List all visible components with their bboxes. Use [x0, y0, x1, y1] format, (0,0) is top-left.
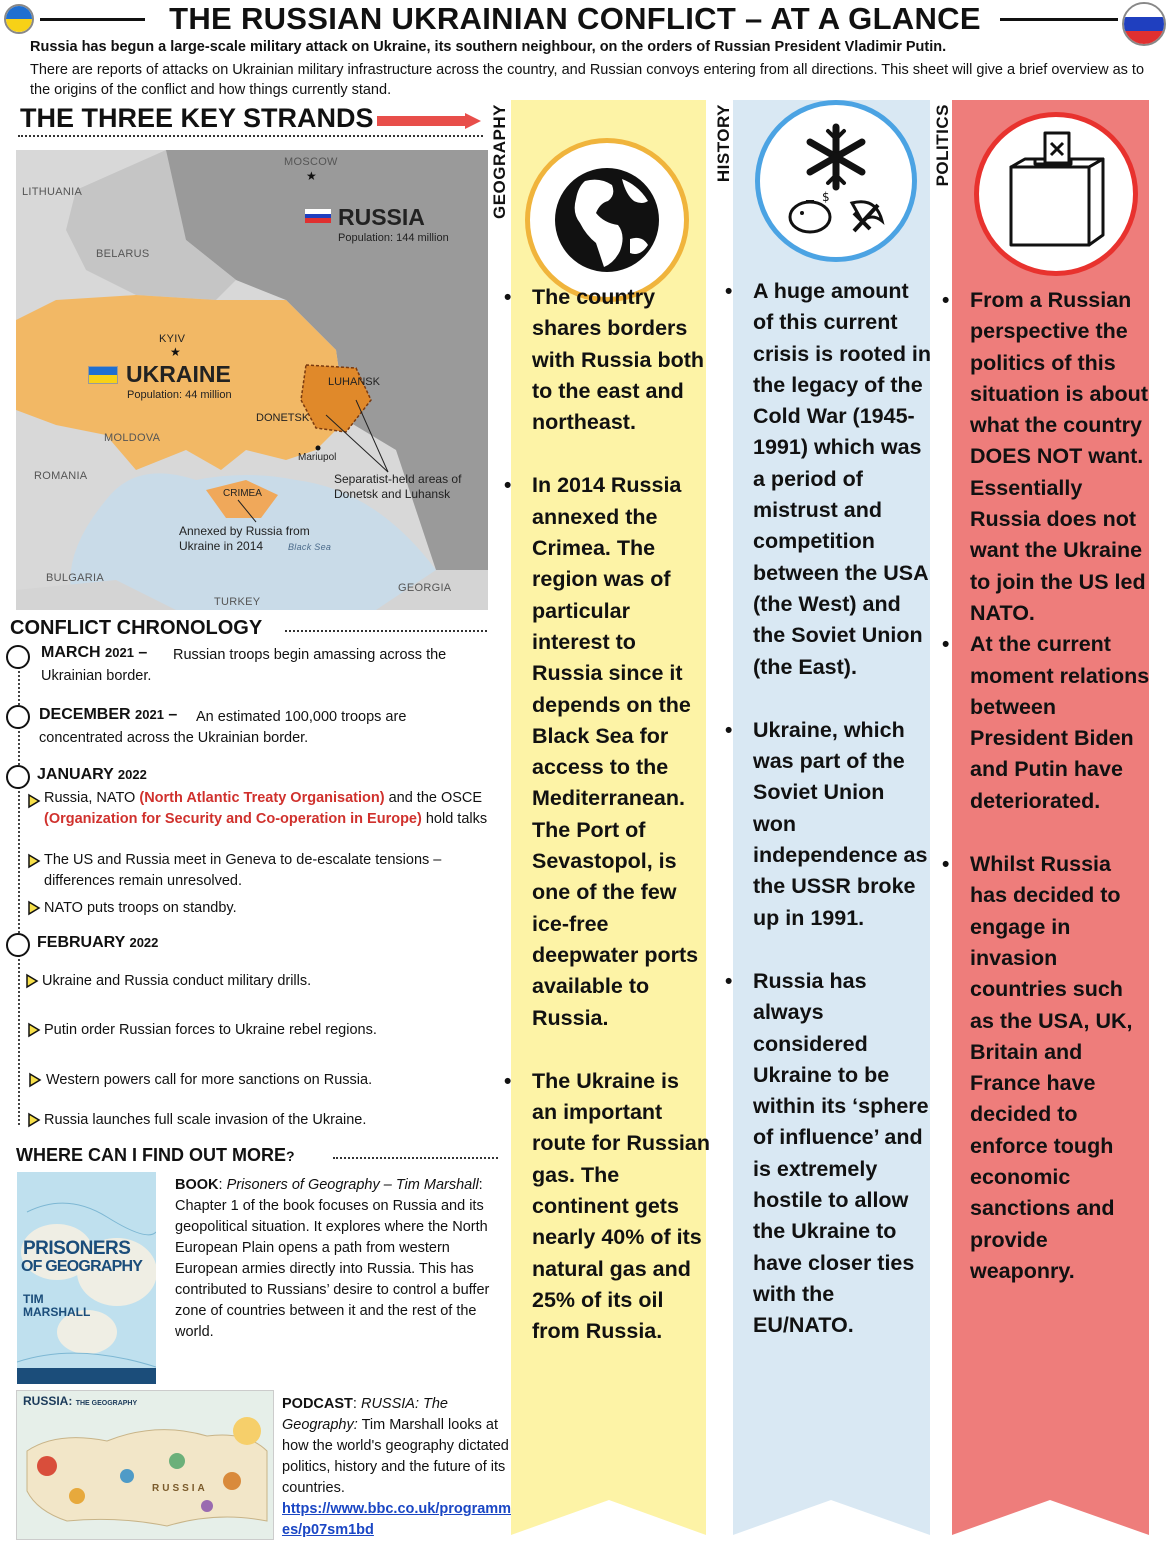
map-label-georgia: GEORGIA [398, 582, 452, 594]
map-label-ukraine: UKRAINE [126, 361, 231, 387]
cover-author-line-2: MARSHALL [23, 1305, 91, 1319]
timeline-node-february [6, 933, 30, 957]
timeline-text-feb-invasion: Russia launches full scale invasion of the Ukraine. [44, 1112, 367, 1128]
timeline-text-feb-forces: Putin order Russian forces to Ukraine rebel regions. [44, 1022, 377, 1038]
politics-banner [933, 100, 1150, 1535]
strands-title: THE THREE KEY STRANDS [20, 103, 374, 133]
politics-point: • From a Russian perspective the politics of this situation is about what the country DOES NOT want. Essentially Russia does not want the Ukraine to join the US led NATO. [970, 285, 1150, 629]
chronology-underline [285, 630, 487, 632]
intro-text: There are reports of attacks on Ukrainian military infrastructure across the country, and Russian convoys entering from all directions. This sheet will give a brief overview as to the origins of the conflict and how things currently stand. [30, 62, 1145, 98]
timeline-month-march: MARCH 2021 – [41, 644, 148, 661]
timeline-marker-icon [28, 1072, 42, 1088]
map-label-romania: ROMANIA [34, 470, 88, 482]
geography-label: GEOGRAPHY [490, 104, 509, 220]
politics-point: • At the current moment relations between President Biden and Putin have deteriorated. [970, 629, 1150, 817]
podcast-map-image [16, 1390, 274, 1540]
ukraine-map [16, 150, 488, 610]
map-label-black-sea: Black Sea [288, 542, 332, 552]
timeline-text-feb-drills: Ukraine and Russia conduct military drills. [42, 973, 312, 989]
cover-author-line-1: TIM [23, 1292, 44, 1306]
timeline-marker-icon [25, 973, 39, 989]
red-arrow-icon [377, 113, 481, 129]
svg-text:★: ★ [170, 345, 181, 359]
timeline-text-jan-standby: NATO puts troops on standby. [44, 900, 237, 916]
svg-text:★: ★ [306, 169, 317, 183]
chronology-title: CONFLICT CHRONOLOGY [10, 617, 263, 639]
geography-point: • The country shares borders with Russia both to the east and northeast. [532, 282, 710, 438]
map-label-lithuania: LITHUANIA [22, 186, 83, 198]
svg-text:$: $ [822, 190, 830, 204]
politics-label: POLITICS [933, 104, 952, 187]
timeline-marker-icon [27, 1112, 41, 1128]
timeline-marker-icon [27, 900, 41, 916]
timeline-text-jan-geneva: The US and Russia meet in Geneva to de-escalate tensions – differences remain unresolved. [44, 852, 442, 889]
cover-title-line-2: OF GEOGRAPHY [21, 1258, 143, 1275]
ballot-box-icon [974, 112, 1138, 276]
globe-icon [525, 138, 689, 302]
map-label-moldova: MOLDOVA [104, 432, 161, 444]
strands-underline [18, 135, 483, 137]
map-label-russia: RUSSIA [338, 204, 425, 230]
title-rule-right [1000, 18, 1118, 21]
podcast-description: PODCAST: RUSSIA: The Geography: Tim Marshall looks at how the world's geography dictated politics, history and the future of its countries. https://www.bbc.co.uk/programmes/p07sm1bd [282, 1396, 512, 1538]
podcast-image-title: RUSSIA: THE GEOGRAPHY [23, 1394, 138, 1408]
timeline-text-feb-sanctions: Western powers call for more sanctions on Russia. [46, 1072, 373, 1088]
book-description: BOOK: Prisoners of Geography – Tim Marshall: Chapter 1 of the book focuses on Russia and its geopolitical situation. It explores where the North European Plain opens a path from western European armies directly into Russia. This has contributed to Russians’ desire to control a buffer zone of countries between it and the rest of the world. [175, 1177, 490, 1340]
timeline-text-december: An estimated 100,000 troops are concentrated across the Ukrainian border. [39, 709, 407, 746]
cover-title-line-1: PRISONERS [23, 1238, 131, 1259]
find-out-more-underline [333, 1157, 498, 1159]
map-annexed-note: Annexed by Russia from Ukraine in 2014 [179, 524, 310, 553]
history-point: • Russia has always considered Ukraine to be within its ‘sphere of influence’ and is extremely hostile to allow the Ukraine to have closer ties with the EU/NATO. [753, 966, 933, 1342]
ukraine-mini-flag-icon [88, 366, 118, 384]
history-icon [755, 100, 917, 262]
timeline-month-january: JANUARY 2022 [37, 766, 147, 783]
book-title: Prisoners of Geography – Tim Marshall [226, 1177, 479, 1193]
geography-banner [490, 100, 710, 1535]
map-label-crimea: CRIMEA [223, 488, 262, 499]
map-label-bulgaria: BULGARIA [46, 572, 105, 584]
history-point: • Ukraine, which was part of the Soviet Union won independence as the USSR broke up in 1991. [753, 715, 933, 934]
map-ukraine-population: Population: 44 million [127, 389, 232, 401]
map-label-luhansk: LUHANSK [328, 376, 380, 388]
intro-lead: Russia has begun a large-scale military attack on Ukraine, its southern neighbour, on the orders of Russian President Vladimir Putin. [30, 39, 947, 55]
podcast-link[interactable]: https://www.bbc.co.uk/programmes/p07sm1bd [282, 1501, 512, 1538]
timeline-text-jan-talks: Russia, NATO (North Atlantic Treaty Organisation) and the OSCE (Organization for Security and Co-operation in Europe) hold talks [44, 790, 488, 827]
timeline-text-march: Russian troops begin amassing across the Ukrainian border. [41, 647, 447, 684]
ukraine-flag-icon [4, 4, 34, 34]
timeline-marker-icon [27, 1022, 41, 1038]
map-label-belarus: BELARUS [96, 248, 150, 260]
timeline-node-march [6, 645, 30, 669]
map-label-mariupol: Mariupol [298, 452, 337, 463]
timeline-month-december: DECEMBER 2021 – [39, 706, 178, 723]
timeline-node-december [6, 705, 30, 729]
page-title: THE RUSSIAN UKRAINIAN CONFLICT – AT A GLANCE [169, 1, 981, 36]
podcast-title: RUSSIA: The Geography: [282, 1396, 448, 1433]
map-label-donetsk: DONETSK [256, 412, 310, 424]
map-label-moscow: MOSCOW [284, 156, 338, 168]
timeline-marker-icon [27, 853, 41, 869]
history-point: • A huge amount of this current crisis is rooted in the legacy of the Cold War (1945-1991) which was a period of mistrust and competition between the USA (the West) and the Soviet Union (the East). [753, 276, 933, 683]
geography-point: • In 2014 Russia annexed the Crimea. The region was of particular interest to Russia since it depends on the Black Sea for access to the Mediterranean. The Port of Sevastopol, is one of the few ice-free deepwater ports available to Russia. [532, 470, 710, 1033]
politics-point: • Whilst Russia has decided to engage in invasion countries such as the USA, UK, Britain and France have decided to enforce tough economic sanctions and provide weaponry. [970, 849, 1150, 1287]
map-separatist-note: Separatist-held areas of Donetsk and Luhansk [334, 472, 462, 501]
timeline-marker-icon [27, 793, 41, 809]
map-russia-population: Population: 144 million [338, 232, 449, 244]
history-points [753, 276, 933, 1342]
map-label-kyiv: KYIV [159, 333, 186, 345]
map-label-turkey: TURKEY [214, 596, 261, 608]
russia-mini-flag-icon [304, 208, 332, 224]
find-out-more-title: WHERE CAN I FIND OUT MORE? [16, 1145, 295, 1165]
timeline-month-february: FEBRUARY 2022 [37, 934, 159, 951]
geography-points [532, 282, 710, 1348]
geography-point: • The Ukraine is an important route for Russian gas. The continent gets nearly 40% of its natural gas and 25% of its oil from Russia. [532, 1066, 710, 1348]
book-cover-image [17, 1172, 156, 1384]
politics-points [970, 285, 1150, 1287]
title-rule-left [40, 18, 145, 21]
podcast-image-word: RUSSIA [152, 1483, 208, 1494]
timeline-node-january [6, 765, 30, 789]
history-label: HISTORY [714, 104, 733, 183]
history-banner [714, 100, 932, 1535]
